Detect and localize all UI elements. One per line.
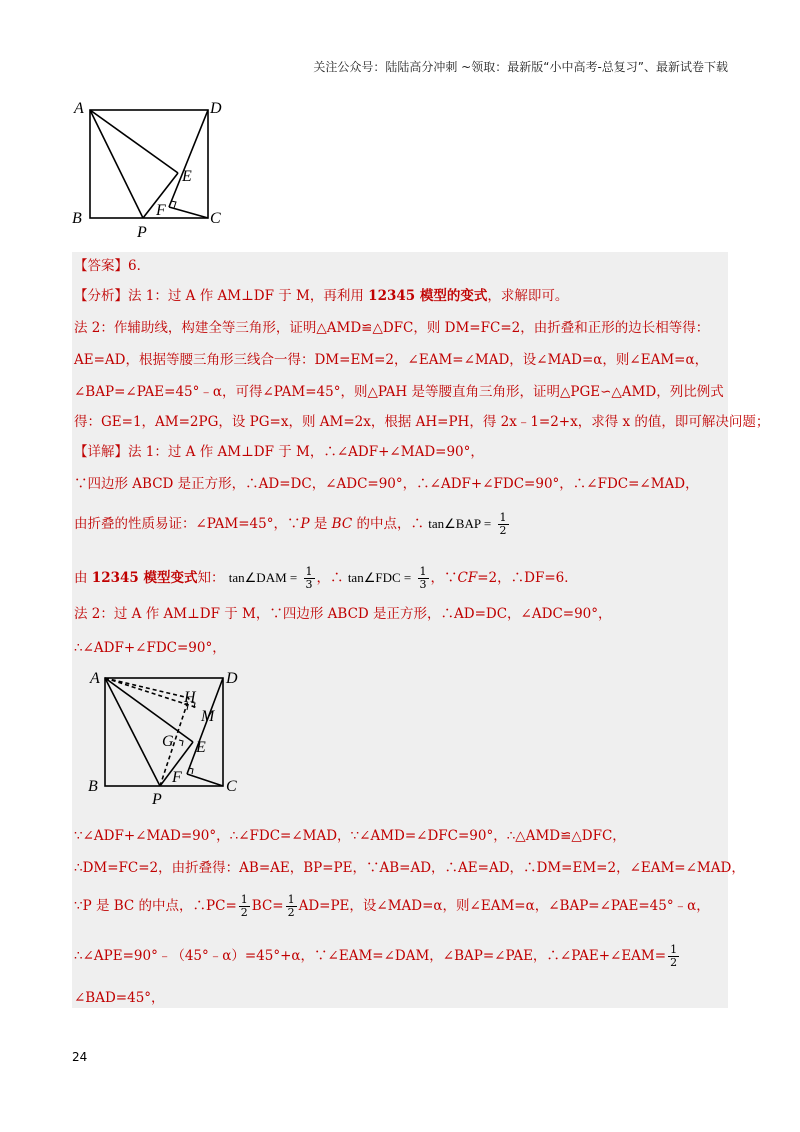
figure-square-auxiliary <box>88 668 248 808</box>
label-A: A <box>74 100 84 117</box>
label-A: A <box>90 670 100 687</box>
label-D: D <box>210 100 222 117</box>
detail-line-4: 由 12345 模型变式知： tan∠DAM = $\frac{1}{3}$ ，∴ tan∠FDC = $\frac{1}{3}$ ，∵CF=2，∴DF=6． <box>74 565 578 591</box>
detail-line-1: 【详解】法 1：过 A 作 AM⊥DF 于 M，∴∠ADF+∠MAD=90°， <box>74 444 484 460</box>
label-B: B <box>88 778 98 795</box>
analysis-line-4: ∠BAP=∠PAE=45°﹣α，可得∠PAM=45°，则△PAH 是等腰直角三角形，证明△PGE∽△AMD，列比例式 <box>74 384 724 400</box>
label-C: C <box>226 778 237 795</box>
analysis-line-2: 法 2：作辅助线，构建全等三角形，证明△AMD≌△DFC，则 DM=FC=2，由折叠和正形的边长相等得： <box>74 320 710 336</box>
page-header: 关注公众号：陆陆高分冲刺 ~领取：最新版“小中高考-总复习”、最新试卷下载 <box>313 60 728 74</box>
label-M: M <box>201 708 215 725</box>
label-F: F <box>172 769 182 786</box>
label-D: D <box>226 670 238 687</box>
method2-line-7: ∠BAD=45°， <box>74 990 165 1006</box>
method2-line-5: ∵P 是 BC 的中点，∴PC= $\frac{1}{2}$ BC= $\frac{1}{2}$ AD=PE，设∠MAD=α，则∠EAM=α，∠BAP=∠PAE=45°﹣α， <box>74 893 710 919</box>
detail-line-2: ∵四边形 ABCD 是正方形，∴AD=DC，∠ADC=90°，∴∠ADF+∠FDC=90°，∴∠FDC=∠MAD， <box>74 476 699 492</box>
label-B: B <box>72 210 82 227</box>
method2-line-2: ∴∠ADF+∠FDC=90°， <box>74 640 226 656</box>
label-P: P <box>152 791 162 808</box>
method2-line-3: ∵∠ADF+∠MAD=90°，∴∠FDC=∠MAD，∵∠AMD=∠DFC=90°，∴△AMD≌△DFC， <box>74 828 626 844</box>
label-H: H <box>184 689 196 706</box>
method2-line-6: ∴∠APE=90°﹣（45°﹣α）=45°+α，∵∠EAM=∠DAM，∠BAP=∠PAE，∴∠PAE+∠EAM= $\frac{1}{2}$ <box>74 943 678 969</box>
label-F: F <box>156 202 166 219</box>
label-E: E <box>196 739 206 756</box>
label-G: G <box>162 733 174 750</box>
method2-line-1: 法 2：过 A 作 AM⊥DF 于 M，∵四边形 ABCD 是正方形，∴AD=DC，∠ADC=90°， <box>74 606 612 622</box>
analysis-line-3: AE=AD，根据等腰三角形三线合一得：DM=EM=2，∠EAM=∠MAD，设∠MAD=α，则∠EAM=α， <box>74 352 709 368</box>
analysis-line-5: 得：GE=1，AM=2PG，设 PG=x，则 AM=2x，根据 AH=PH，得 2x﹣1=2+x，求得 x 的值，即可解决问题； <box>74 414 770 430</box>
method2-line-4: ∴DM=FC=2，由折叠得：AB=AE，BP=PE，∵AB=AD，∴AE=AD，∴DM=EM=2，∠EAM=∠MAD， <box>74 860 745 876</box>
label-P: P <box>137 224 147 240</box>
figure-square-fold <box>70 95 230 240</box>
analysis-line: 【分析】法 1：过 A 作 AM⊥DF 于 M，再利用 12345 模型的变式，求解即可。 <box>74 288 569 304</box>
label-E: E <box>182 168 192 185</box>
detail-line-3: 由折叠的性质易证：∠PAM=45°，∵P 是 BC 的中点，∴ tan∠BAP = $\frac{1}{2}$ <box>74 511 507 537</box>
answer-line: 【答案】6． <box>74 258 151 274</box>
page-number: 24 <box>72 1050 88 1064</box>
label-C: C <box>210 210 221 227</box>
